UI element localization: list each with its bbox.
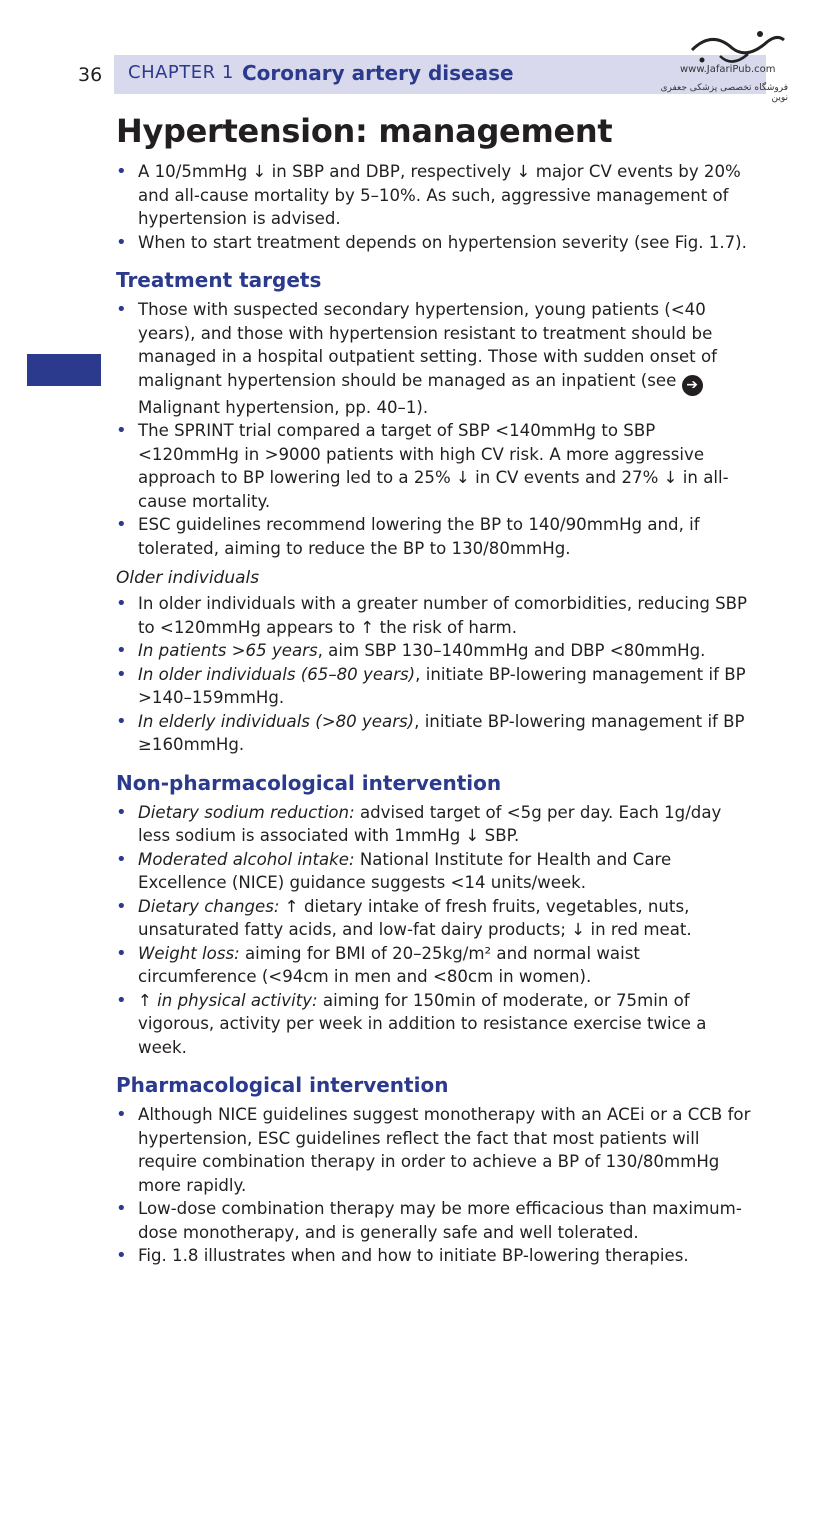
list-item: [116, 592, 756, 639]
item-text: , initiate BP-lowering management if BP ≥160mmHg.: [138, 711, 745, 754]
list-item: • ESC guidelines recommend lowering the BP to 140/90mmHg and, if tolerated, aiming to reduce the BP to 130/80mmHg.: [116, 513, 756, 560]
item-lead: In older individuals (65–80 years): [138, 664, 416, 684]
item-text: In older individuals with a greater number of comorbidities, reducing SBP to <120mmHg appears to ↑ the risk of harm.: [138, 594, 748, 637]
item-lead: Moderated alcohol intake:: [138, 849, 355, 869]
list-item: [116, 895, 756, 942]
cross-reference-arrow-icon: ➔: [682, 375, 703, 396]
item-text: Those with suspected secondary hypertension, young patients (<40 years), and those with hypertension resistant to treatment should be managed in a hospital outpatient setting. Those with sudden onset of malignant hypertension should be managed as an inpatient (see: [138, 300, 717, 390]
list-item: • Low-dose combination therapy may be more efficacious than maximum-dose monotherapy, and is generally safe and well tolerated.: [116, 1197, 756, 1244]
section-heading-non-pharmacological: Non-pharmacological intervention: [116, 770, 502, 795]
list-item: • Although NICE guidelines suggest monotherapy with an ACEi or a CCB for hypertension, ESC guidelines reflect the fact that most patients will require combination therapy in order to achieve a BP of 130/80mmHg more rapidly.: [116, 1103, 756, 1197]
list-item: • Fig. 1.8 illustrates when and how to initiate BP-lowering therapies.: [116, 1244, 756, 1268]
watermark-subtitle: فروشگاه تخصصی پزشکی جعفری نوین: [660, 83, 788, 103]
pharm-list: [116, 1103, 756, 1268]
item-text: advised target of <5g per day. Each 1g/day less sodium is associated with 1mmHg ↓ SBP.: [138, 802, 722, 845]
list-item: [116, 710, 756, 757]
list-item: [116, 989, 756, 1060]
chapter-thumb-tab: [27, 354, 101, 386]
item-text: aiming for 150min of moderate, or 75min of vigorous, activity per week in addition to resistance exercise twice a week.: [138, 990, 707, 1057]
intro-list: [116, 160, 756, 254]
list-item: [116, 801, 756, 848]
list-item: • A 10/5mmHg ↓ in SBP and DBP, respectively ↓ major CV events by 20% and all-cause mortality by 5–10%. As such, aggressive management of hypertension is advised.: [116, 160, 756, 231]
item-lead: In elderly individuals (>80 years): [138, 711, 415, 731]
older-individuals-list: [116, 592, 756, 757]
section-heading-pharmacological: Pharmacological intervention: [116, 1073, 449, 1097]
list-item: [116, 639, 756, 663]
subheading-older-individuals: Older individuals: [116, 568, 260, 588]
item-text: ↑ dietary intake of fresh fruits, vegetables, nuts, unsaturated fatty acids, and low-fat dairy products; ↓ in red meat.: [138, 896, 692, 939]
page-title: Hypertension: management: [116, 112, 613, 150]
item-lead: ↑ in physical activity:: [138, 990, 318, 1010]
list-item: [116, 942, 756, 989]
list-item: • When to start treatment depends on hypertension severity (see Fig. 1.7).: [116, 231, 756, 255]
item-text: Malignant hypertension, pp. 40–1).: [138, 397, 429, 417]
chapter-title: Coronary artery disease: [242, 61, 514, 85]
item-lead: Weight loss:: [138, 943, 240, 963]
item-lead: In patients >65 years: [138, 641, 318, 660]
item-lead: Dietary sodium reduction:: [138, 802, 355, 822]
page-content: [116, 112, 756, 1268]
list-item: [116, 848, 756, 895]
chapter-label: CHAPTER 1: [128, 62, 234, 83]
item-text: National Institute for Health and Care Excellence (NICE) guidance suggests <14 units/week.: [138, 849, 672, 892]
list-item: • The SPRINT trial compared a target of SBP <140mmHg to SBP <120mmHg in >9000 patients with high CV risk. A more aggressive approach to BP lowering led to a 25% ↓ in CV events and 27% ↓ in all-cause mortality.: [116, 419, 756, 513]
item-lead: Dietary changes:: [138, 896, 280, 916]
list-item: [116, 663, 756, 710]
treatment-targets-list: [116, 298, 756, 560]
non-pharm-list: [116, 801, 756, 1060]
section-heading-treatment-targets: Treatment targets: [116, 268, 322, 292]
page-number: 36: [78, 64, 103, 86]
list-item: [116, 298, 756, 419]
item-text: , aim SBP 130–140mmHg and DBP <80mmHg.: [317, 641, 706, 660]
item-text: , initiate BP-lowering management if BP >140–159mmHg.: [138, 664, 746, 707]
watermark-url: www.JafariPub.com: [680, 64, 776, 75]
item-text: aiming for BMI of 20–25kg/m² and normal waist circumference (<94cm in men and <80cm in women).: [138, 943, 640, 986]
